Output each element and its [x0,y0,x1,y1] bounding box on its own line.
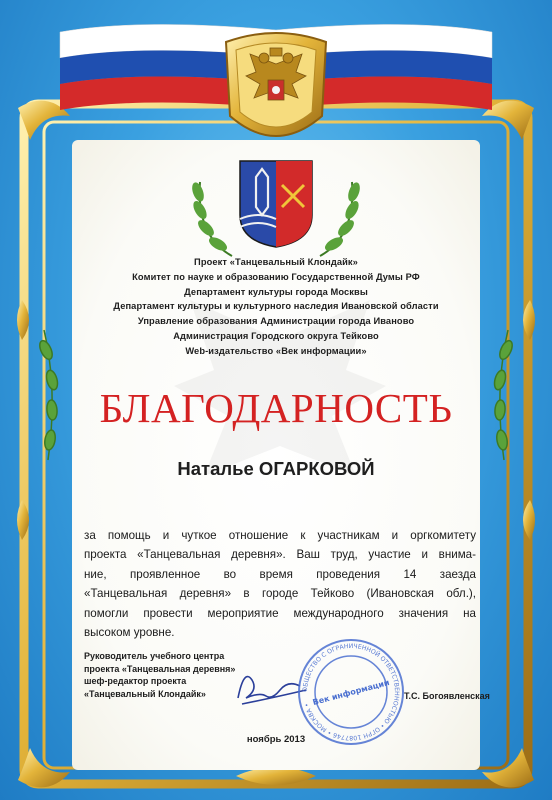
body-line: за помощь и чуткое отношение к участникам и оргкомитету [84,529,476,542]
laurel-branch-icon [314,176,366,260]
laurel-branch-icon [186,176,238,260]
organization-line: Администрация Городского округа Тейково [173,330,379,341]
stamp-icon [295,636,407,748]
recipient-name: Наталье ОГАРКОВОЙ [177,458,375,479]
issue-date: ноябрь 2013 [246,734,306,745]
organizations-list [90,255,462,359]
organization-line: Департамент культуры и культурного наследия Ивановской области [113,301,439,312]
organization-line: Проект «Танцевальный Клондайк» [194,257,358,267]
body-line: высоком уровне. [84,626,175,640]
teykovo-coat-of-arms-icon [236,157,316,249]
organization-line: Департамент культуры города Москвы [184,286,368,297]
body-line: «Танцевальная деревня» в городе Тейково (Ивановская обл.), [84,587,476,601]
certificate-title: БЛАГОДАРНОСТЬ [99,385,453,431]
organization-line: Web-издательство «Век информации» [185,345,367,356]
body-line: ние, проявленное во время проведения 14 заезда [84,567,476,581]
stamp-center-text: Век информации [311,677,391,708]
russian-eagle-emblem-icon [218,30,334,148]
signer-name: Т.С. Богоявленская [404,691,490,701]
body-line: проекта «Танцевальная деревня». Ваш труд, участие и внима- [84,548,476,562]
signer-role-line: «Танцевальный Клондайк» [84,688,206,699]
stamp-ring-text: ОБЩЕСТВО С ОГРАНИЧЕННОЙ ОТВЕТСТВЕННОСТЬЮ • ОГРН 1087746 • МОСКВА • [301,642,401,742]
body-line: помогли провести мероприятие международного значения на [84,606,476,620]
signer-role-line: шеф-редактор проекта [84,676,187,686]
organization-line: Комитет по науке и образованию Государственной Думы РФ [132,271,420,282]
organization-line: Управление образования Администрации города Иваново [137,316,415,327]
signer-role-line: Руководитель учебного центра [84,651,225,661]
gratitude-text [84,526,476,642]
signer-role-line: проекта «Танцевальная деревня» [84,663,236,674]
